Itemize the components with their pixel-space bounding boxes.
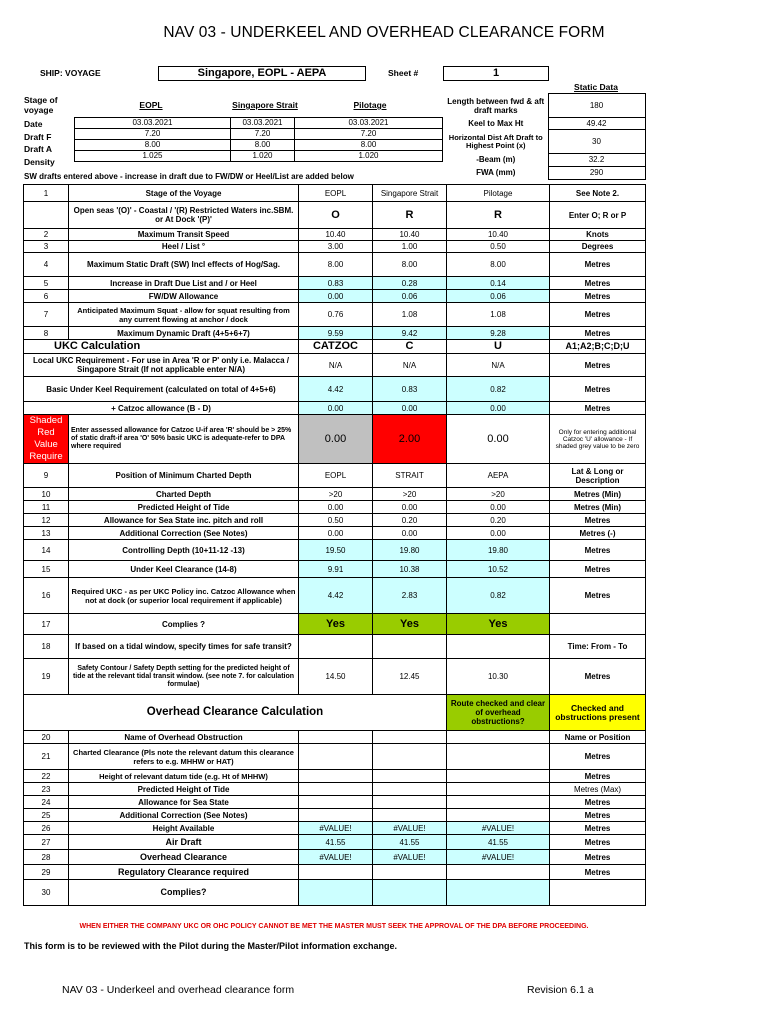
row-description: Additional Correction (See Notes) <box>69 809 299 822</box>
row-value: 0.00 <box>373 402 447 415</box>
row-description: Complies ? <box>69 614 299 635</box>
stage-name-0: EOPL <box>139 100 163 110</box>
row-number: 30 <box>24 880 69 906</box>
row-unit: Metres (Min) <box>550 488 646 501</box>
row-number: 19 <box>24 659 69 695</box>
row-value[interactable]: 1.00 <box>373 241 447 253</box>
row-unit: Lat & Long or Description <box>550 464 646 488</box>
table-row <box>24 354 646 377</box>
density-cell[interactable]: 1.020 <box>231 151 295 162</box>
row-number: 11 <box>24 501 69 514</box>
row-value: #VALUE! <box>299 850 373 865</box>
table-row <box>24 241 646 253</box>
sheet-label: Sheet # <box>388 68 419 78</box>
row-value[interactable]: 0.20 <box>447 514 550 527</box>
row-number: 27 <box>24 835 69 850</box>
table-row <box>24 744 646 770</box>
row-value[interactable] <box>373 865 447 880</box>
row-value[interactable] <box>299 783 373 796</box>
row-unit: Metres <box>550 402 646 415</box>
draft-f-cell[interactable]: 7.20 <box>75 129 231 140</box>
row-unit: Enter O; R or P <box>550 202 646 229</box>
catzoc-u-allowance[interactable]: 0.00 <box>299 415 373 464</box>
row-unit: Metres <box>550 796 646 809</box>
row-value: 0.83 <box>373 377 447 402</box>
row-description: Air Draft <box>69 835 299 850</box>
area-type-cell[interactable]: R <box>373 202 447 229</box>
row-value[interactable]: 0.00 <box>299 501 373 514</box>
row-number: 5 <box>24 277 69 290</box>
row-unit: Metres <box>550 744 646 770</box>
static-data-table <box>444 93 646 180</box>
row-description: Maximum Transit Speed <box>69 229 299 241</box>
row-value[interactable]: 0.76 <box>299 303 373 327</box>
row-value[interactable] <box>299 865 373 880</box>
page-title: NAV 03 - UNDERKEEL AND OVERHEAD CLEARANCE FORM <box>163 24 605 41</box>
row-unit: Metres <box>550 561 646 578</box>
row-value[interactable] <box>299 809 373 822</box>
pilot-review-note: This form is to be reviewed with the Pilot during the Master/Pilot information exchange. <box>24 941 398 951</box>
row-value[interactable]: STRAIT <box>373 464 447 488</box>
row-value[interactable]: 8.00 <box>447 253 550 277</box>
table-row <box>24 202 646 229</box>
row-unit: Metres (-) <box>550 527 646 540</box>
table-row <box>24 770 646 783</box>
row-number: 9 <box>24 464 69 488</box>
row-value: 19.50 <box>299 540 373 561</box>
density-cell[interactable]: 1.025 <box>75 151 231 162</box>
row-value[interactable]: 0.00 <box>447 501 550 514</box>
static-label: Horizontal Dist Aft Draft to Highest Point (x) <box>448 132 543 150</box>
row-value[interactable]: 12.45 <box>373 659 447 695</box>
row-value[interactable]: 0.50 <box>447 241 550 253</box>
static-value[interactable]: 49.42 <box>548 118 645 130</box>
table-row <box>24 561 646 578</box>
row-value[interactable]: >20 <box>373 488 447 501</box>
row-value: 2.83 <box>373 578 447 614</box>
row-unit: Name or Position <box>550 731 646 744</box>
row-number: 23 <box>24 783 69 796</box>
row-value[interactable]: 8.00 <box>373 253 447 277</box>
row-description: Name of Overhead Obstruction <box>69 731 299 744</box>
row-description: Anticipated Maximum Squat - allow for squat resulting from any current flowing at anchor / dock <box>69 303 299 327</box>
table-row <box>24 464 646 488</box>
ukc-section-heading: UKC Calculation <box>24 340 299 354</box>
row-description: Under Keel Clearance (14-8) <box>69 561 299 578</box>
row-unit: Metres <box>550 303 646 327</box>
row-description: Allowance for Sea State <box>69 796 299 809</box>
row-unit: Metres <box>550 835 646 850</box>
row-value[interactable]: 3.00 <box>299 241 373 253</box>
table-row <box>24 327 646 340</box>
row-value[interactable]: 0.20 <box>373 514 447 527</box>
row-value[interactable] <box>373 770 447 783</box>
row-value: 19.80 <box>373 540 447 561</box>
table-row <box>24 695 646 731</box>
complies-status <box>373 880 447 906</box>
row-description: Regulatory Clearance required <box>69 865 299 880</box>
row-unit: A1;A2;B;C;D;U <box>550 340 646 354</box>
row-description: Overhead Clearance <box>69 850 299 865</box>
row-number: 8 <box>24 327 69 340</box>
table-row <box>24 303 646 327</box>
row-number: 24 <box>24 796 69 809</box>
row-value[interactable]: 0.00 <box>373 501 447 514</box>
row-value: 41.55 <box>447 835 550 850</box>
row-number: 10 <box>24 488 69 501</box>
date-cell[interactable]: 03.03.2021 <box>231 118 295 129</box>
row-value[interactable] <box>299 744 373 770</box>
area-type-cell[interactable]: O <box>299 202 373 229</box>
row-number: 21 <box>24 744 69 770</box>
row-unit: Metres <box>550 514 646 527</box>
row-value[interactable] <box>373 796 447 809</box>
row-value[interactable]: EOPL <box>299 464 373 488</box>
static-label: FWA (mm) <box>476 168 516 177</box>
row-number: 13 <box>24 527 69 540</box>
row-value: Pilotage <box>447 185 550 202</box>
table-row <box>24 809 646 822</box>
table-row <box>24 340 646 354</box>
table-row <box>24 540 646 561</box>
table-row <box>24 578 646 614</box>
row-value[interactable] <box>447 731 550 744</box>
row-description: Required UKC - as per UKC Policy inc. Catzoc Allowance when not at dock (or superior local requirement if applicable) <box>69 578 299 614</box>
row-unit: See Note 2. <box>550 185 646 202</box>
static-label: -Beam (m) <box>476 155 516 164</box>
row-number: 16 <box>24 578 69 614</box>
row-number: 25 <box>24 809 69 822</box>
row-value[interactable]: 10.30 <box>447 659 550 695</box>
table-row <box>24 501 646 514</box>
row-value[interactable] <box>299 635 373 659</box>
row-description: Local UKC Requirement - For use in Area 'R or P' only i.e. Malacca / Singapore Strait (If not applicable enter N/A) <box>24 354 299 377</box>
date-label: Date <box>24 119 43 129</box>
row-description: FW/DW Allowance <box>69 290 299 303</box>
row-number: 15 <box>24 561 69 578</box>
row-value: 0.82 <box>447 377 550 402</box>
date-cell[interactable]: 03.03.2021 <box>295 118 443 129</box>
density-label: Density <box>24 157 55 167</box>
table-row <box>24 865 646 880</box>
row-value[interactable] <box>299 770 373 783</box>
table-row <box>24 415 646 464</box>
row-description: Controlling Depth (10+11-12 -13) <box>69 540 299 561</box>
row-number: 28 <box>24 850 69 865</box>
table-row <box>24 514 646 527</box>
static-data-label: Static Data <box>574 82 618 92</box>
complies-status <box>447 880 550 906</box>
complies-status: Yes <box>299 614 373 635</box>
row-value[interactable] <box>447 783 550 796</box>
row-value: 9.28 <box>447 327 550 340</box>
row-description: Complies? <box>69 880 299 906</box>
row-value: 4.42 <box>299 377 373 402</box>
row-value: 0.06 <box>447 290 550 303</box>
row-value: 4.42 <box>299 578 373 614</box>
catzoc-value[interactable]: U <box>447 340 550 354</box>
draft-f-label: Draft F <box>24 132 52 142</box>
catzoc-label: CATZOC <box>299 340 373 354</box>
row-value: 19.80 <box>447 540 550 561</box>
static-label: Length between fwd & aft draft marks <box>447 96 545 115</box>
row-value[interactable]: 10.40 <box>373 229 447 241</box>
draft-a-label: Draft A <box>24 144 53 154</box>
row-description: Safety Contour / Safety Depth setting for the predicted height of tide at the relevant tidal transit window. (see note 7. for calculation formulae) <box>69 659 299 695</box>
row-unit: Metres <box>550 377 646 402</box>
row-description: If based on a tidal window, specify times for safe transit? <box>69 635 299 659</box>
row-unit: Knots <box>550 229 646 241</box>
row-number: 17 <box>24 614 69 635</box>
row-value[interactable]: >20 <box>299 488 373 501</box>
row-value: 10.52 <box>447 561 550 578</box>
row-number: 26 <box>24 822 69 835</box>
stage-name-1: Singapore Strait <box>232 100 298 110</box>
obstructions-present-flag[interactable]: Checked and obstructions present <box>550 695 646 731</box>
row-value[interactable] <box>447 744 550 770</box>
row-value[interactable]: AEPA <box>447 464 550 488</box>
row-unit: Metres <box>550 822 646 835</box>
row-value: 0.00 <box>299 290 373 303</box>
draft-f-cell[interactable]: 7.20 <box>231 129 295 140</box>
footer-form-name: NAV 03 - Underkeel and overhead clearance form <box>62 984 295 996</box>
draft-f-cell[interactable]: 7.20 <box>295 129 443 140</box>
table-row <box>24 527 646 540</box>
date-cell[interactable]: 03.03.2021 <box>75 118 231 129</box>
complies-status: Yes <box>447 614 550 635</box>
stage-data-table <box>74 117 443 162</box>
row-description: Enter assessed allowance for Catzoc U-if area 'R' should be > 25% of static draft-if area 'O' 50% basic UKC is adequate-refer to DPA where required <box>69 415 299 464</box>
row-value[interactable]: 1.08 <box>373 303 447 327</box>
draft-a-cell[interactable]: 8.00 <box>75 140 231 151</box>
row-unit: Metres <box>550 809 646 822</box>
shaded-red-note: Shaded Red Value Require <box>24 415 69 464</box>
route-checked-question[interactable]: Route checked and clear of overhead obstructions? <box>447 695 550 731</box>
row-unit: Degrees <box>550 241 646 253</box>
table-row <box>24 835 646 850</box>
row-value: 41.55 <box>299 835 373 850</box>
row-value[interactable]: N/A <box>447 354 550 377</box>
static-value[interactable]: 180 <box>548 94 645 118</box>
table-row <box>24 880 646 906</box>
catzoc-u-allowance[interactable]: 2.00 <box>373 415 447 464</box>
row-description: Maximum Dynamic Draft (4+5+6+7) <box>69 327 299 340</box>
row-value[interactable]: 1.08 <box>447 303 550 327</box>
row-number: 2 <box>24 229 69 241</box>
row-number: 14 <box>24 540 69 561</box>
row-number: 20 <box>24 731 69 744</box>
row-description: Stage of the Voyage <box>69 185 299 202</box>
static-value[interactable]: 290 <box>548 167 645 180</box>
row-value: 0.83 <box>299 277 373 290</box>
row-value[interactable]: >20 <box>447 488 550 501</box>
catzoc-u-allowance[interactable]: 0.00 <box>447 415 550 464</box>
row-value[interactable]: 0.50 <box>299 514 373 527</box>
row-description: Charted Depth <box>69 488 299 501</box>
row-value: 0.00 <box>447 402 550 415</box>
row-value: 0.00 <box>299 402 373 415</box>
row-value[interactable] <box>447 770 550 783</box>
table-row <box>24 290 646 303</box>
row-value[interactable] <box>373 783 447 796</box>
row-number: 12 <box>24 514 69 527</box>
row-value[interactable]: 14.50 <box>299 659 373 695</box>
row-number: 7 <box>24 303 69 327</box>
area-type-cell[interactable]: R <box>447 202 550 229</box>
row-description: Position of Minimum Charted Depth <box>69 464 299 488</box>
stage-name-2: Pilotage <box>353 100 387 110</box>
row-value: Singapore Strait <box>373 185 447 202</box>
row-value: #VALUE! <box>299 822 373 835</box>
row-unit: Time: From - To <box>550 635 646 659</box>
row-value[interactable]: 0.00 <box>373 527 447 540</box>
table-row <box>24 614 646 635</box>
row-unit: Metres <box>550 540 646 561</box>
row-description: Height of relevant datum tide (e.g. Ht of MHHW) <box>69 770 299 783</box>
row-value[interactable] <box>447 796 550 809</box>
density-cell[interactable]: 1.020 <box>295 151 443 162</box>
ukc-ohc-table <box>23 184 646 906</box>
static-value[interactable]: 30 <box>548 130 645 154</box>
row-unit: Metres (Min) <box>550 501 646 514</box>
row-value[interactable] <box>373 744 447 770</box>
row-value: 10.38 <box>373 561 447 578</box>
table-row <box>24 488 646 501</box>
row-unit: Metres <box>550 277 646 290</box>
table-row <box>24 796 646 809</box>
row-value: #VALUE! <box>373 850 447 865</box>
row-unit: Metres <box>550 850 646 865</box>
row-value[interactable]: 8.00 <box>299 253 373 277</box>
table-row <box>24 850 646 865</box>
row-unit <box>550 614 646 635</box>
row-value[interactable] <box>299 731 373 744</box>
row-number: 3 <box>24 241 69 253</box>
row-description: Heel / List ° <box>69 241 299 253</box>
row-number: 1 <box>24 185 69 202</box>
row-description: Increase in Draft Due List and / or Heel <box>69 277 299 290</box>
draft-a-cell[interactable]: 8.00 <box>231 140 295 151</box>
row-description: Predicted Height of Tide <box>69 783 299 796</box>
row-value[interactable] <box>373 809 447 822</box>
row-unit: Metres <box>550 253 646 277</box>
table-row <box>24 731 646 744</box>
row-description: + Catzoc allowance (B - D) <box>24 402 299 415</box>
catzoc-value[interactable]: C <box>373 340 447 354</box>
row-value: #VALUE! <box>447 822 550 835</box>
row-unit: Metres <box>550 659 646 695</box>
stage-label: Stage of voyage <box>24 95 58 115</box>
row-unit: Metres <box>550 865 646 880</box>
row-value: 9.42 <box>373 327 447 340</box>
row-value: 0.82 <box>447 578 550 614</box>
row-value[interactable] <box>447 865 550 880</box>
complies-status: Yes <box>373 614 447 635</box>
row-value: 0.14 <box>447 277 550 290</box>
row-value[interactable]: 10.40 <box>447 229 550 241</box>
row-value: 0.06 <box>373 290 447 303</box>
ohc-section-heading: Overhead Clearance Calculation <box>24 695 447 731</box>
complies-status <box>299 880 373 906</box>
row-description: Basic Under Keel Requirement (calculated on total of 4+5+6) <box>24 377 299 402</box>
sw-drafts-note: SW drafts entered above - increase in draft due to FW/DW or Heel/List are added below <box>24 172 354 181</box>
row-value: 0.28 <box>373 277 447 290</box>
row-unit: Only for entering additional Catzoc 'U' allowance - If shaded grey value to be zero <box>550 415 646 464</box>
row-value[interactable]: N/A <box>299 354 373 377</box>
table-row <box>24 277 646 290</box>
row-value: #VALUE! <box>373 822 447 835</box>
row-value[interactable]: 0.00 <box>447 527 550 540</box>
draft-a-cell[interactable]: 8.00 <box>295 140 443 151</box>
ship-voyage-field[interactable]: Singapore, EOPL - AEPA <box>158 66 366 81</box>
table-row <box>24 377 646 402</box>
dpa-approval-warning: WHEN EITHER THE COMPANY UKC OR OHC POLICY CANNOT BE MET THE MASTER MUST SEEK THE APPROVAL OF THE DPA BEFORE PROCEEDING. <box>79 923 589 930</box>
row-value: EOPL <box>299 185 373 202</box>
table-row <box>24 185 646 202</box>
table-row <box>24 659 646 695</box>
row-unit: Metres <box>550 290 646 303</box>
row-unit <box>550 880 646 906</box>
table-row <box>24 229 646 241</box>
row-unit: Metres <box>550 327 646 340</box>
table-row <box>24 635 646 659</box>
row-description: Predicted Height of Tide <box>69 501 299 514</box>
row-number: 6 <box>24 290 69 303</box>
row-value: #VALUE! <box>447 850 550 865</box>
row-description: Allowance for Sea State inc. pitch and roll <box>69 514 299 527</box>
row-number: 22 <box>24 770 69 783</box>
row-description: Additional Correction (See Notes) <box>69 527 299 540</box>
row-value: 41.55 <box>373 835 447 850</box>
ship-label: SHIP: VOYAGE <box>40 68 101 78</box>
row-value[interactable] <box>373 635 447 659</box>
row-value[interactable]: 10.40 <box>299 229 373 241</box>
row-unit: Metres <box>550 770 646 783</box>
row-description: Maximum Static Draft (SW) Incl effects of Hog/Sag. <box>69 253 299 277</box>
row-value: 9.59 <box>299 327 373 340</box>
row-unit: Metres <box>550 354 646 377</box>
sheet-number-field[interactable]: 1 <box>443 66 549 81</box>
static-value[interactable]: 32.2 <box>548 154 645 167</box>
row-number: 18 <box>24 635 69 659</box>
row-number: 29 <box>24 865 69 880</box>
static-label: Keel to Max Ht <box>468 118 524 128</box>
row-value[interactable] <box>299 796 373 809</box>
table-row <box>24 253 646 277</box>
row-unit: Metres <box>550 578 646 614</box>
row-number: 4 <box>24 253 69 277</box>
table-row <box>24 402 646 415</box>
row-value[interactable] <box>447 635 550 659</box>
row-value[interactable] <box>373 731 447 744</box>
row-value[interactable]: 0.00 <box>299 527 373 540</box>
row-value[interactable] <box>447 809 550 822</box>
row-description: Open seas '(O)' - Coastal / '(R) Restricted Waters inc.SBM. or At Dock '(P)' <box>69 202 299 229</box>
table-row <box>24 822 646 835</box>
row-description: Charted Clearance (Pls note the relevant datum this clearance refers to e.g. MHHW or HAT) <box>69 744 299 770</box>
footer-revision: Revision 6.1 a <box>527 984 594 996</box>
row-value: 9.91 <box>299 561 373 578</box>
row-unit: Metres (Max) <box>550 783 646 796</box>
row-value[interactable]: N/A <box>373 354 447 377</box>
row-description: Height Available <box>69 822 299 835</box>
table-row <box>24 783 646 796</box>
